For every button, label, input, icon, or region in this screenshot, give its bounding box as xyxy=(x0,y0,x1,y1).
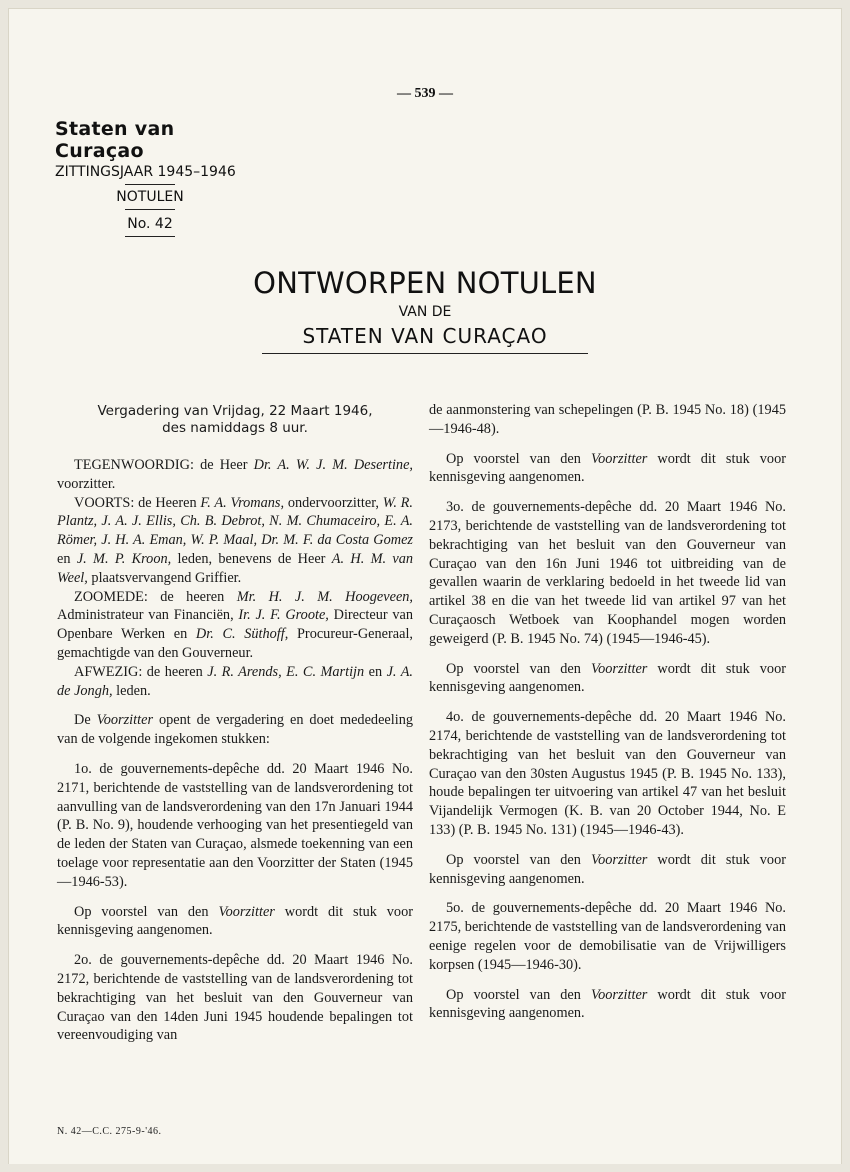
title-van-de: VAN DE xyxy=(398,304,452,320)
item-1: 1o. de gouvernements-depêche dd. 20 Maart 1946 No. 2171, berichtende de vaststelling van de landsverordening tot aanvulling van de landsverordening van den 17n Januari 1944 (P. B. No. 9), houdende verhooging van het presentiegeld van de leden der Staten van Curaçao, alsmede toekenning van een toelage voor representatie aan den Voorzitter der Staten (1945—1946-53). xyxy=(57,760,413,890)
item-2: 2o. de gouvernements-depêche dd. 20 Maart 1946 No. 2172, berichtende de vaststelling van de landsverordening tot bekrachtiging van het besluit van den Gouverneur van Curaçao van den 14den Juni 1945 houdende bepalingen tot vereenvoudiging van xyxy=(57,952,413,1044)
meeting-time: des namiddags 8 uur. xyxy=(162,420,308,436)
proposal-4: Op voorstel van den Voorzitter wordt dit stuk voor kennisgeving aangenomen. xyxy=(429,851,786,887)
header-rule xyxy=(125,209,175,210)
item-2-continued: de aanmonstering van schepelingen (P. B. 1945 No. 18) (1945—1946-48). xyxy=(429,402,786,437)
opening-paragraph: De Voorzitter opent de vergadering en doet mededeeling van de volgende ingekomen stukken: xyxy=(57,712,413,748)
left-column xyxy=(57,403,413,1056)
item-3: 3o. de gouvernements-depêche dd. 20 Maart 1946 No. 2173, berichtende de vaststelling van de landsverordening tot bekrachtiging van het besluit van den Gouverneur van Curaçao van den 16n Juni 1946 tot uitbreiding van de gevallen waarin de verklaring bedoeld in het tweede lid van artikel 38 en die van het tweede lid van artikel 97 van het Curaçaosch Wetboek van Koophandel mogen worden geweigerd (P. B. 1945 No. 74) (1945—1946-45). xyxy=(429,499,786,647)
header-doc-type: NOTULEN xyxy=(116,189,184,205)
attendance-also: ZOOMEDE: de heeren Mr. H. J. M. Hoogeveen, Administrateur van Financiën, Ir. J. F. Groote, Directeur van Openbare Werken en Dr. C. Süthoff, Procureur-Generaal, gemachtigde van den Gouverneur. xyxy=(57,588,414,661)
attendance-further: VOORTS: de Heeren F. A. Vromans, ondervoorzitter, W. R. Plantz, J. A. J. Ellis, Ch. B. Debrot, N. M. Chumaceiro, E. A. Römer, J. H. A. Eman, W. P. Maal, Dr. M. F. da Costa Gomez en J. M. P. Kroon, leden, benevens de Heer A. H. M. van Weel, plaatsvervangend Griffier. xyxy=(57,494,414,586)
document-header xyxy=(55,118,245,241)
page-number: — 539 — xyxy=(397,86,453,101)
header-center-block xyxy=(100,184,200,237)
header-rule xyxy=(125,184,175,185)
meeting-date: Vergadering van Vrijdag, 22 Maart 1946, xyxy=(97,403,373,419)
attendance-present: TEGENWOORDIG: de Heer Dr. A. W. J. M. Desertine, voorzitter. xyxy=(57,457,413,492)
proposal-1: Op voorstel van den Voorzitter wordt dit stuk voor kennisgeving aangenomen. xyxy=(57,903,413,939)
meeting-info xyxy=(57,403,413,437)
item-5: 5o. de gouvernements-depêche dd. 20 Maart 1946 No. 2175, berichtende de vaststelling van de landsverordening van eenige regelen voor de demobilisatie van de Vrijwilligers korpsen (1945—1946-30). xyxy=(429,900,786,973)
print-footer: N. 42—C.C. 275-9-'46. xyxy=(57,1126,162,1137)
header-session: ZITTINGSJAAR 1945–1946 xyxy=(55,164,236,180)
header-org: Staten van Curaçao xyxy=(55,118,175,162)
attendance-absent: AFWEZIG: de heeren J. R. Arends, E. C. Martijn en J. A. de Jongh, leden. xyxy=(57,663,414,699)
header-rule xyxy=(125,236,175,237)
header-number: No. 42 xyxy=(127,216,173,232)
main-title: ONTWORPEN NOTULEN xyxy=(253,266,597,300)
title-underline xyxy=(262,353,588,354)
proposal-5: Op voorstel van den Voorzitter wordt dit stuk voor kennisgeving aangenomen. xyxy=(429,986,786,1022)
title-staten: STATEN VAN CURAÇAO xyxy=(302,324,548,348)
right-column xyxy=(429,401,786,1034)
item-4: 4o. de gouvernements-depêche dd. 20 Maart 1946 No. 2174, berichtende de vaststelling van de landsverordening tot bekrachtiging van het besluit van den Gouverneur van Curaçao van den 30sten Augustus 1945 (P. B. 1945 No. 133), houde bepalingen ter uitvoering van artikel 47 van het besluit Vijandelijk Vermogen (K. B. van 20 October 1944, No. E 133) (P. B. 1945 No. 131) (1945—1946-43). xyxy=(429,709,786,838)
proposal-3: Op voorstel van den Voorzitter wordt dit stuk voor kennisgeving aangenomen. xyxy=(429,660,786,696)
proposal-2: Op voorstel van den Voorzitter wordt dit stuk voor kennisgeving aangenomen. xyxy=(429,450,786,486)
